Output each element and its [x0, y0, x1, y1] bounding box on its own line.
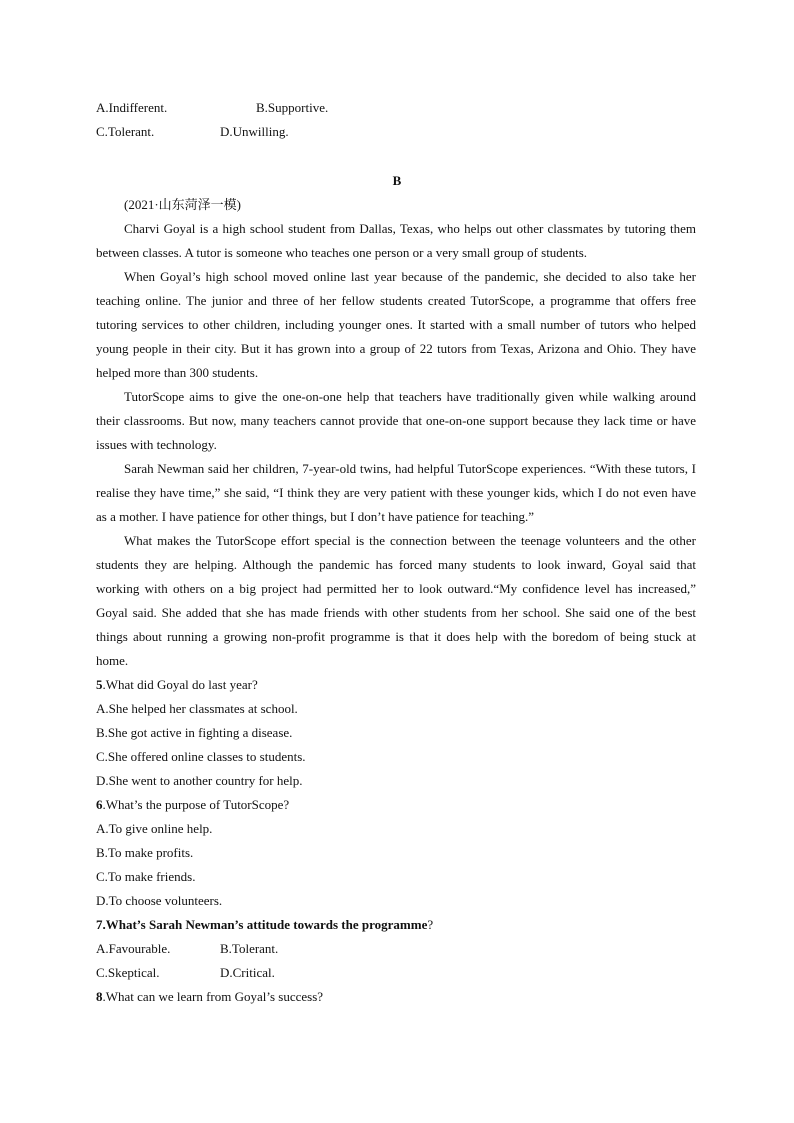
- question-number: 5: [96, 677, 103, 692]
- q5-option-c: C.She offered online classes to students.: [96, 749, 306, 764]
- passage-paragraph-2: When Goyal’s high school moved online last year because of the pandemic, she decided to also take her teaching online. The junior and three of her fellow students created TutorScope, a programme that offers free tutoring services to other children, including younger ones. It started with a small number of tutors who helped young people in their city. But it has grown into a group of 22 tutors from Texas, Arizona and Ohio. They have helped more than 300 students.: [96, 269, 696, 380]
- q6-option-d: D.To choose volunteers.: [96, 893, 223, 908]
- q7-option-c: C.Skeptical.: [96, 965, 160, 980]
- section-title: B: [392, 173, 402, 188]
- q7-option-a: A.Favourable.: [96, 941, 171, 956]
- q5-option-b: B.She got active in fighting a disease.: [96, 725, 293, 740]
- passage-paragraph-3: TutorScope aims to give the one-on-one help that teachers have traditionally given while walking around their classrooms. But now, many teachers cannot provide that one-on-one support because they lack time or have issues with technology.: [96, 389, 696, 452]
- q6-option-c: C.To make friends.: [96, 869, 196, 884]
- section-source: (2021·山东菏泽一模): [124, 197, 241, 212]
- passage-paragraph-1: Charvi Goyal is a high school student from Dallas, Texas, who helps out other classmates by tutoring them between classes. A tutor is someone who teaches one person or a very small group of students.: [96, 221, 696, 260]
- q5-option-a: A.She helped her classmates at school.: [96, 701, 298, 716]
- passage-paragraph-5: What makes the TutorScope effort special is the connection between the teenage volunteers and the other students they are helping. Although the pandemic has forced many students to look inward, Goyal said that working with others on a big project had permitted her to look outward.“My confidence level has increased,” Goyal said. She added that she has made friends with other students from her school. She said one of the best things about running a growing non-profit programme is that it does help with the boredom of being stuck at home.: [96, 533, 696, 668]
- q6-option-a: A.To give online help.: [96, 821, 213, 836]
- q7-option-b: B.Tolerant.: [220, 941, 279, 956]
- q5-option-d: D.She went to another country for help.: [96, 773, 303, 788]
- option-c: C.Tolerant.: [96, 124, 155, 139]
- option-b: B.Supportive.: [256, 100, 329, 115]
- question-number: 8: [96, 989, 103, 1004]
- passage-paragraph-4: Sarah Newman said her children, 7-year-old twins, had helpful TutorScope experiences. “With these tutors, I realise they have time,” she said, “I think they are very patient with these younger kids, which I do not even have as a mother. I have patience for other things, but I don’t have patience for teaching.”: [96, 461, 696, 524]
- question-6: [96, 797, 289, 813]
- question-5: [96, 677, 258, 693]
- question-text: .What’s Sarah Newman’s attitude towards the programme: [102, 917, 428, 932]
- question-mark: ?: [427, 917, 434, 932]
- option-a: A.Indifferent.: [96, 100, 168, 115]
- q6-option-b: B.To make profits.: [96, 845, 194, 860]
- question-number: 7: [96, 917, 103, 932]
- question-7: [96, 917, 433, 933]
- question-number: 6: [96, 797, 103, 812]
- option-d: D.Unwilling.: [220, 124, 289, 139]
- question-8: [96, 989, 323, 1005]
- question-text: .What did Goyal do last year?: [102, 677, 258, 692]
- question-text: .What’s the purpose of TutorScope?: [102, 797, 290, 812]
- q7-option-d: D.Critical.: [220, 965, 275, 980]
- question-text: .What can we learn from Goyal’s success?: [102, 989, 324, 1004]
